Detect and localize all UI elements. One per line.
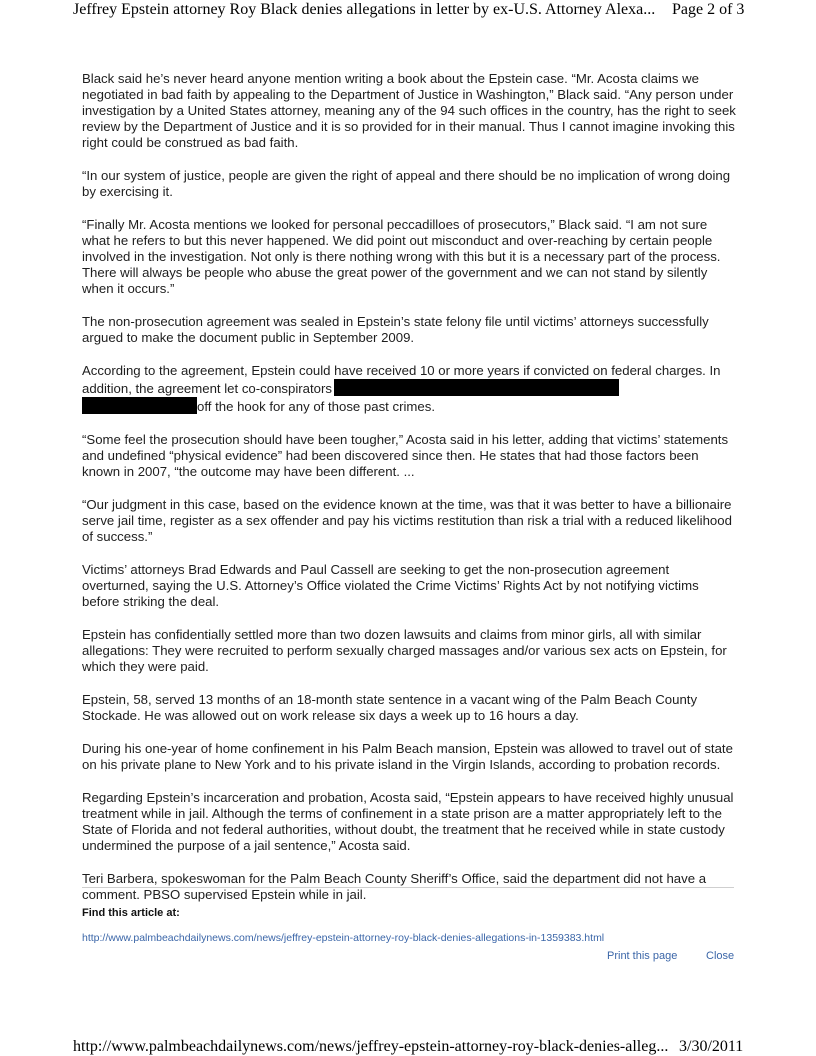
page-title: Jeffrey Epstein attorney Roy Black denies allegations in letter by ex-U.S. Attorney Alexa... (73, 1, 656, 18)
paragraph-text: According to the agreement, Epstein could have received 10 or more years if convicted on federal charges. In addition, the agreement let co-conspirators (82, 363, 721, 396)
paragraph: “Some feel the prosecution should have been tougher,” Acosta said in his letter, adding that victims’ statements and undefined “physical evidence” had been discovered since then. He states that had those factors been known in 2007, “the outcome may have been different. ... (82, 432, 729, 479)
footer-url: http://www.palmbeachdailynews.com/news/jeffrey-epstein-attorney-roy-black-denies-alleg... (73, 1038, 669, 1055)
paragraph: Regarding Epstein’s incarceration and probation, Acosta said, “Epstein appears to have received highly unusual treatment while in jail. Although the terms of confinement in a state prison are a matter appropriately left to the State of Florida and not federal authorities, without doubt, the treatment that he received while in state custody undermined the purpose of a jail sentence,” Acosta said. (82, 790, 734, 853)
article-url-link[interactable]: http://www.palmbeachdailynews.com/news/jeffrey-epstein-attorney-roy-black-denies-allegations-in-1359383.html (82, 932, 605, 944)
print-header (0, 0, 816, 24)
paragraph: The non-prosecution agreement was sealed in Epstein’s state felony file until victims’ attorneys successfully argued to make the document public in September 2009. (82, 314, 709, 345)
paragraph-text: off the hook for any of those past crimes. (197, 399, 435, 414)
divider (82, 887, 734, 888)
print-footer (73, 1038, 744, 1056)
paragraph: Teri Barbera, spokeswoman for the Palm Beach County Sheriff’s Office, said the department did not have a comment. PBSO supervised Epstein while in jail. (82, 871, 707, 902)
print-page-link[interactable]: Print this page (607, 950, 678, 962)
article-body (82, 71, 736, 920)
redaction-box (82, 397, 197, 414)
paragraph: “Our judgment in this case, based on the evidence known at the time, was that it was better to have a billionaire serve jail time, register as a sex offender and pay his victims restitution than risk a trial with a reduced likelihood of success.” (82, 497, 732, 544)
paragraph-redacted (82, 363, 736, 415)
page-number: Page 2 of 3 (672, 1, 745, 18)
paragraph: Victims’ attorneys Brad Edwards and Paul Cassell are seeking to get the non-prosecution agreement overturned, saying the U.S. Attorney’s Office violated the Crime Victims’ Rights Act by not notifying victims before striking the deal. (82, 562, 699, 609)
redaction-box (334, 379, 619, 396)
paragraph: “Finally Mr. Acosta mentions we looked for personal peccadilloes of prosecutors,” Black said. “I am not sure what he refers to but this never happened. We did point out misconduct and over-reaching by certain people involved in the investigation. Not only is there nothing wrong with this but it is a necessary part of the process. There will always be people who abuse the great power of the government and we can not stand by silently when it occurs.” (82, 217, 721, 296)
close-link[interactable]: Close (706, 950, 735, 962)
footer-date: 3/30/2011 (679, 1038, 744, 1055)
paragraph: Black said he’s never heard anyone mention writing a book about the Epstein case. “Mr. Acosta claims we negotiated in bad faith by appealing to the Department of Justice in Washington,” Black said. “Any person under investigation by a United States attorney, meaning any of the 94 such offices in the country, has the right to seek review by the Department of Justice and it is so provided for in their manual. Thus I cannot imagine invoking this right could be construed as bad faith. (82, 71, 736, 150)
paragraph: During his one-year of home confinement in his Palm Beach mansion, Epstein was allowed to travel out of state on his private plane to New York and to his private island in the Virgin Islands, according to probation records. (82, 741, 733, 772)
find-article-label: Find this article at: (82, 907, 180, 919)
paragraph: “In our system of justice, people are given the right of appeal and there should be no implication of wrong doing by exercising it. (82, 168, 731, 199)
paragraph: Epstein has confidentially settled more than two dozen lawsuits and claims from minor girls, all with similar allegations: They were recruited to perform sexually charged massages and/or various sex acts on Epstein, for which they were paid. (82, 627, 727, 674)
paragraph: Epstein, 58, served 13 months of an 18-month state sentence in a vacant wing of the Palm Beach County Stockade. He was allowed out on work release six days a week up to 16 hours a day. (82, 692, 698, 723)
